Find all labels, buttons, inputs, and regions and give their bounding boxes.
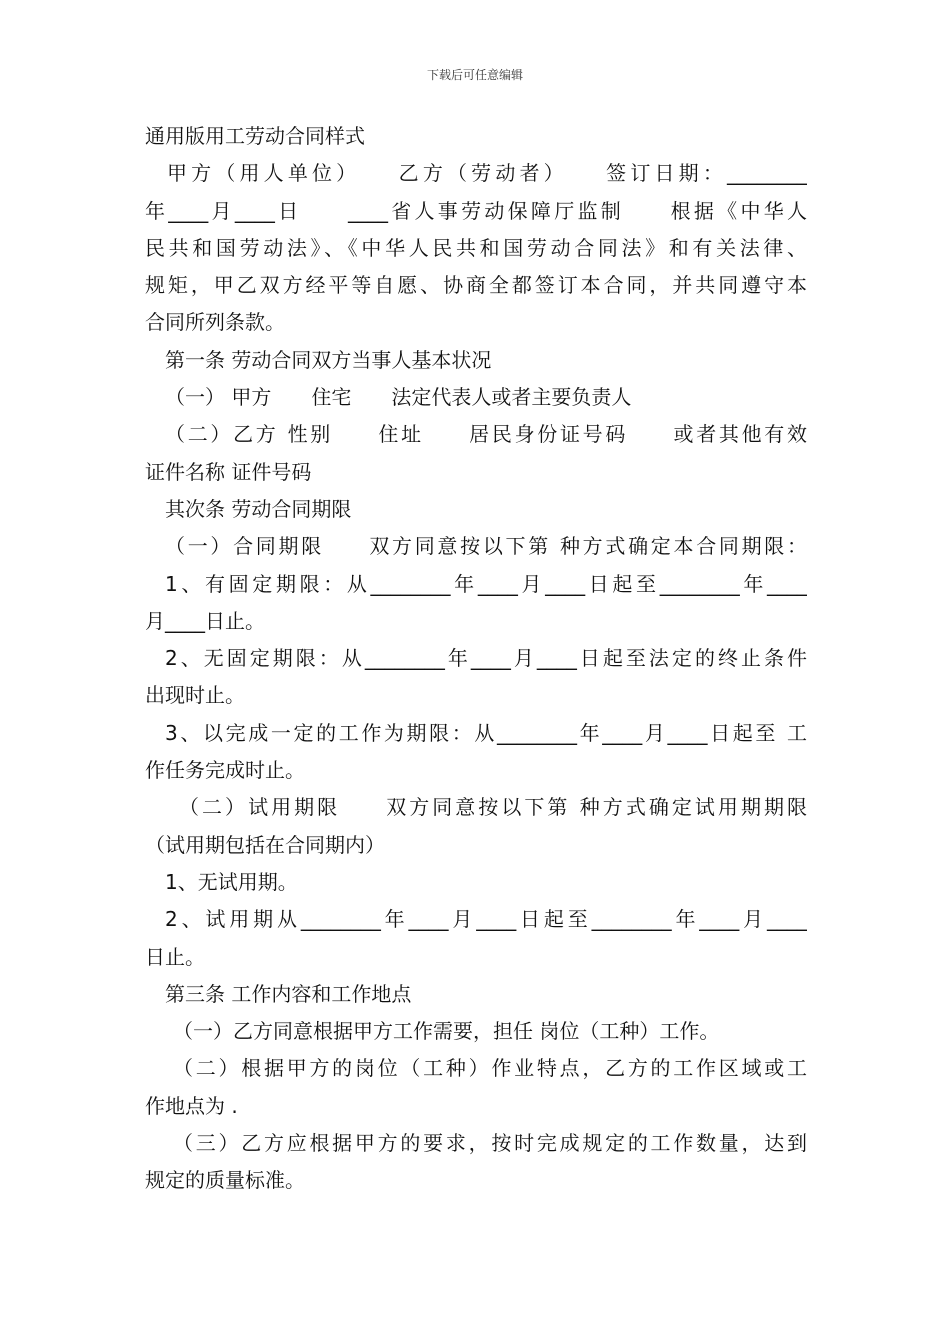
paragraph-line: 日止。 [145,944,205,969]
article-heading: 第三条 工作内容和工作地点 [165,981,412,1006]
paragraph-line: （二）试用期限 双方同意按以下第 种方式确定试用期期限 [179,795,807,820]
article-heading: 其次条 劳动合同期限 [165,496,352,521]
header-note: 下载后可任意编辑 [426,68,523,82]
paragraph-line: （一）乙方同意根据甲方工作需要，担任 岗位（工种）工作。 [173,1019,720,1044]
document-title: 通用版用工劳动合同样式 [145,124,365,148]
paragraph-line: 2、试用期从________年____月____日起至________年____月____ [165,907,807,932]
paragraph-line: 规矩，甲乙双方经平等自愿、协商全都签订本合同，并共同遵守本 [145,273,807,298]
paragraph-line: 1、无试用期。 [165,869,298,894]
paragraph-line: 1、有固定期限：从________年____月____日起至________年____ [165,571,807,596]
paragraph-line: （三）乙方应根据甲方的要求，按时完成规定的工作数量，达到 [173,1131,807,1156]
paragraph-line: （一） 甲方 住宅 法定代表人或者主要负责人 [165,385,632,410]
paragraph-line: 作任务完成时止。 [145,758,305,783]
paragraph-line: 年____月____日 ____省人事劳动保障厅监制 根据《中华人 [145,198,807,223]
paragraph-line: 合同所列条款。 [145,310,285,335]
paragraph-line: （二）乙方 性别 住址 居民身份证号码 或者其他有效 [165,422,807,447]
paragraph-line: 2、无固定期限：从________年____月____日起至法定的终止条件 [165,646,807,671]
paragraph-line: 3、以完成一定的工作为期限：从________年____月____日起至 工 [165,720,807,745]
document-body [145,118,807,1200]
article-heading: 第一条 劳动合同双方当事人基本状况 [165,347,492,372]
paragraph-line: （试用期包括在合同期内） [145,832,385,857]
paragraph-line: 民共和国劳动法》、《中华人民共和国劳动合同法》和有关法律、 [145,235,807,260]
paragraph-line: 规定的质量标准。 [145,1168,305,1193]
paragraph-line: 甲方（用人单位） 乙方（劳动者） 签订日期：________ [167,161,807,186]
paragraph-line: （一）合同期限 双方同意按以下第 种方式确定本合同期限： [165,534,807,559]
paragraph-line: 作地点为 . [145,1093,238,1118]
paragraph-line: 出现时止。 [145,683,245,708]
paragraph-line: 月____日止。 [145,608,265,633]
paragraph-line: （二）根据甲方的岗位（工种）作业特点，乙方的工作区域或工 [173,1056,807,1081]
paragraph-line: 证件名称 证件号码 [145,459,312,484]
